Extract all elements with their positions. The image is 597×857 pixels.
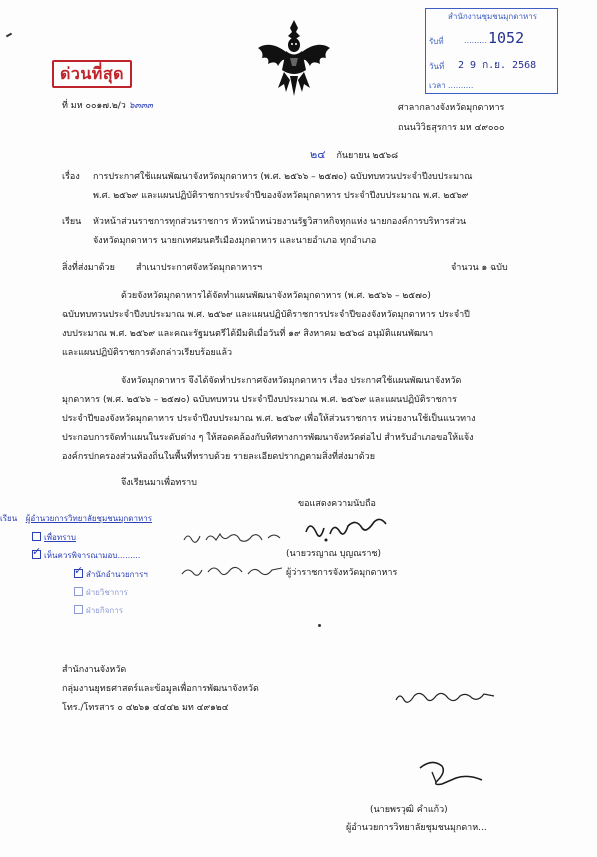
routing-to xyxy=(0,513,152,524)
doc-number-handwritten: ๖๓๓๓ xyxy=(128,101,153,111)
routing-sub-3-label: ฝ่ายกิจการ xyxy=(86,606,124,615)
body-p2-line1: จังหวัดมุกดาหาร จึงได้จัดทำประกาศจังหวัดมุกดาหาร เรื่อง ประกาศใช้แผนพัฒนาจังหวัด xyxy=(121,376,462,386)
body-p1-line4: และแผนปฏิบัติราชการดังกล่าวเรียบร้อยแล้ว xyxy=(62,348,233,358)
body-p1-line3: งบประมาณ พ.ศ. ๒๕๖๙ และคณะรัฐมนตรีได้มีมติเมื่อวันที่ ๑๙ สิงหาคม ๒๕๖๘ อนุมัติแผนพัฒนา xyxy=(62,329,434,339)
routing-option-2-label: เห็นควรพิจารณามอบ......... xyxy=(44,551,141,560)
routing-option-1-checkbox xyxy=(32,532,41,541)
body-closing: จึงเรียนมาเพื่อทราบ xyxy=(121,478,197,488)
signature-name: (นายวรญาณ บุญณราช) xyxy=(286,549,382,559)
letter-date-rest: กันยายน ๒๕๖๘ xyxy=(336,151,399,161)
doc-number-text: ที่ มห ๐๐๑๗.๒/ว xyxy=(62,101,126,111)
body-p1-line2: ฉบับทบทวนประจำปีงบประมาณ พ.ศ. ๒๕๖๙ และแผนปฏิบัติราชการประจำปีของจังหวัดมุกดาหาร ประจำปี xyxy=(62,310,470,320)
urgent-stamp xyxy=(52,60,132,88)
acknowledgement-name: (นายพรวุฒิ คำแก้ว) xyxy=(370,805,448,815)
routing-sub-1-checkbox xyxy=(74,569,83,578)
recipient-line1: หัวหน้าส่วนราชการทุกส่วนราชการ หัวหน้าหน่วยงานรัฐวิสาหกิจทุกแห่ง นายกองค์การบริหารส่วน xyxy=(93,217,467,227)
recipient-line2: จังหวัดมุกดาหาร นายกเทศมนตรีเมืองมุกดาหาร และนายอำเภอ ทุกอำเภอ xyxy=(93,236,377,246)
stray-mark xyxy=(6,33,12,38)
routing-option-1-label: เพื่อทราบ xyxy=(44,533,76,542)
enclosure-quantity: จำนวน ๑ ฉบับ xyxy=(451,263,508,273)
routing-to-label: เรียน xyxy=(0,514,18,523)
enclosure-text: สำเนาประกาศจังหวัดมุกดาหารฯ xyxy=(136,263,263,273)
signature-position: ผู้ว่าราชการจังหวัดมุกดาหาร xyxy=(286,568,398,578)
routing-sub-1 xyxy=(74,569,148,580)
receipt-stamp: สำนักงานชุมชนมุกดาหาร รับที่ ......... 1052 วันที่ 2 9 ก.ย. 2568 เวลา .......... xyxy=(425,8,558,94)
subject-line1: การประกาศใช้แผนพัฒนาจังหวัดมุกดาหาร (พ.ศ. ๒๕๖๖ – ๒๕๗๐) ฉบับทบทวนประจำปีงบประมาณ xyxy=(93,172,473,182)
enclosure-label: สิ่งที่ส่งมาด้วย xyxy=(62,263,115,273)
acknowledgement-signature xyxy=(412,752,490,792)
handwritten-note-1 xyxy=(180,528,288,548)
body-p2-line3: ประจำปีของจังหวัดมุกดาหาร ประจำปีงบประมาณ พ.ศ. ๒๕๖๙ เพื่อให้ส่วนราชการ หน่วยงานใช้เป็นแนวทาง xyxy=(62,414,476,424)
signature-salutation: ขอแสดงความนับถือ xyxy=(298,499,376,509)
footer-phone: โทร./โทรสาร ๐ ๔๒๖๑ ๔๔๔๒ มท ๔๙๑๒๔ xyxy=(62,703,229,713)
routing-option-2-checkbox xyxy=(32,550,41,559)
letter-date-day: ๒๔ xyxy=(310,148,326,161)
doc-number xyxy=(62,100,153,112)
receipt-number-label: รับที่ xyxy=(429,37,444,46)
body-p2-line2: มุกดาหาร (พ.ศ. ๒๕๖๖ – ๒๕๗๐) ฉบับทบทวน ประจำปีงบประมาณ พ.ศ. ๒๕๖๙ และแผนปฏิบัติราชการ xyxy=(62,395,457,405)
sender-address-line2: ถนนวิวิธสุรการ มห ๔๙๐๐๐ xyxy=(398,123,505,133)
subject-line2: พ.ศ. ๒๕๖๙ และแผนปฏิบัติราชการประจำปีของจังหวัดมุกดาหาร ประจำปีงบประมาณ พ.ศ. ๒๕๖๙ xyxy=(93,191,469,201)
sender-address-line1: ศาลากลางจังหวัดมุกดาหาร xyxy=(398,103,505,113)
receipt-time-label: เวลา xyxy=(429,81,446,90)
body-p1-line1: ด้วยจังหวัดมุกดาหารได้จัดทำแผนพัฒนาจังหวัดมุกดาหาร (พ.ศ. ๒๕๖๖ – ๒๕๗๐) xyxy=(121,291,431,301)
routing-option-2 xyxy=(32,550,140,561)
recipient-label: เรียน xyxy=(62,217,82,227)
receipt-date: 2 9 ก.ย. 2568 xyxy=(458,60,537,71)
routing-sub-2-checkbox xyxy=(74,587,83,596)
routing-sub-2 xyxy=(74,587,128,598)
routing-sub-1-label: สำนักอำนวยการฯ xyxy=(86,570,148,579)
routing-to-text: ผู้อำนวยการวิทยาลัยชุมชนมุกดาหาร xyxy=(25,514,153,523)
subject-label: เรื่อง xyxy=(62,172,80,182)
garuda-emblem xyxy=(256,18,332,98)
body-p2-line4: ประกอบการจัดทำแผนในระดับต่าง ๆ ให้สอดคล้องกับทิศทางการพัฒนาจังหวัดต่อไป สำหรับอำเภอขอให้แจ้ง xyxy=(62,433,474,443)
acknowledgement-position: ผู้อำนวยการวิทยาลัยชุมชนมุกดาห... xyxy=(346,823,487,833)
routing-sub-2-label: ฝ่ายวิชาการ xyxy=(86,588,128,597)
urgent-stamp-text: ด่วนที่สุด xyxy=(59,64,124,83)
handwritten-note-2 xyxy=(178,560,288,582)
footer-division: กลุ่มงานยุทธศาสตร์และข้อมูลเพื่อการพัฒนาจังหวัด xyxy=(62,684,259,694)
footer-office: สำนักงานจังหวัด xyxy=(62,665,127,675)
handwritten-note-3 xyxy=(392,686,500,710)
letter-date xyxy=(310,149,398,162)
body-p2-line5: องค์กรปกครองส่วนท้องถิ่นในพื้นที่ทราบด้วย รายละเอียดปรากฏตามสิ่งที่ส่งมาด้วย xyxy=(62,452,375,462)
routing-sub-3-checkbox xyxy=(74,605,83,614)
governor-signature xyxy=(300,512,390,546)
routing-option-1 xyxy=(32,532,76,543)
routing-sub-3 xyxy=(74,605,123,616)
receipt-number: 1052 xyxy=(488,29,525,47)
receipt-date-label: วันที่ xyxy=(429,62,445,71)
receipt-office: สำนักงานชุมชนมุกดาหาร xyxy=(448,12,538,21)
